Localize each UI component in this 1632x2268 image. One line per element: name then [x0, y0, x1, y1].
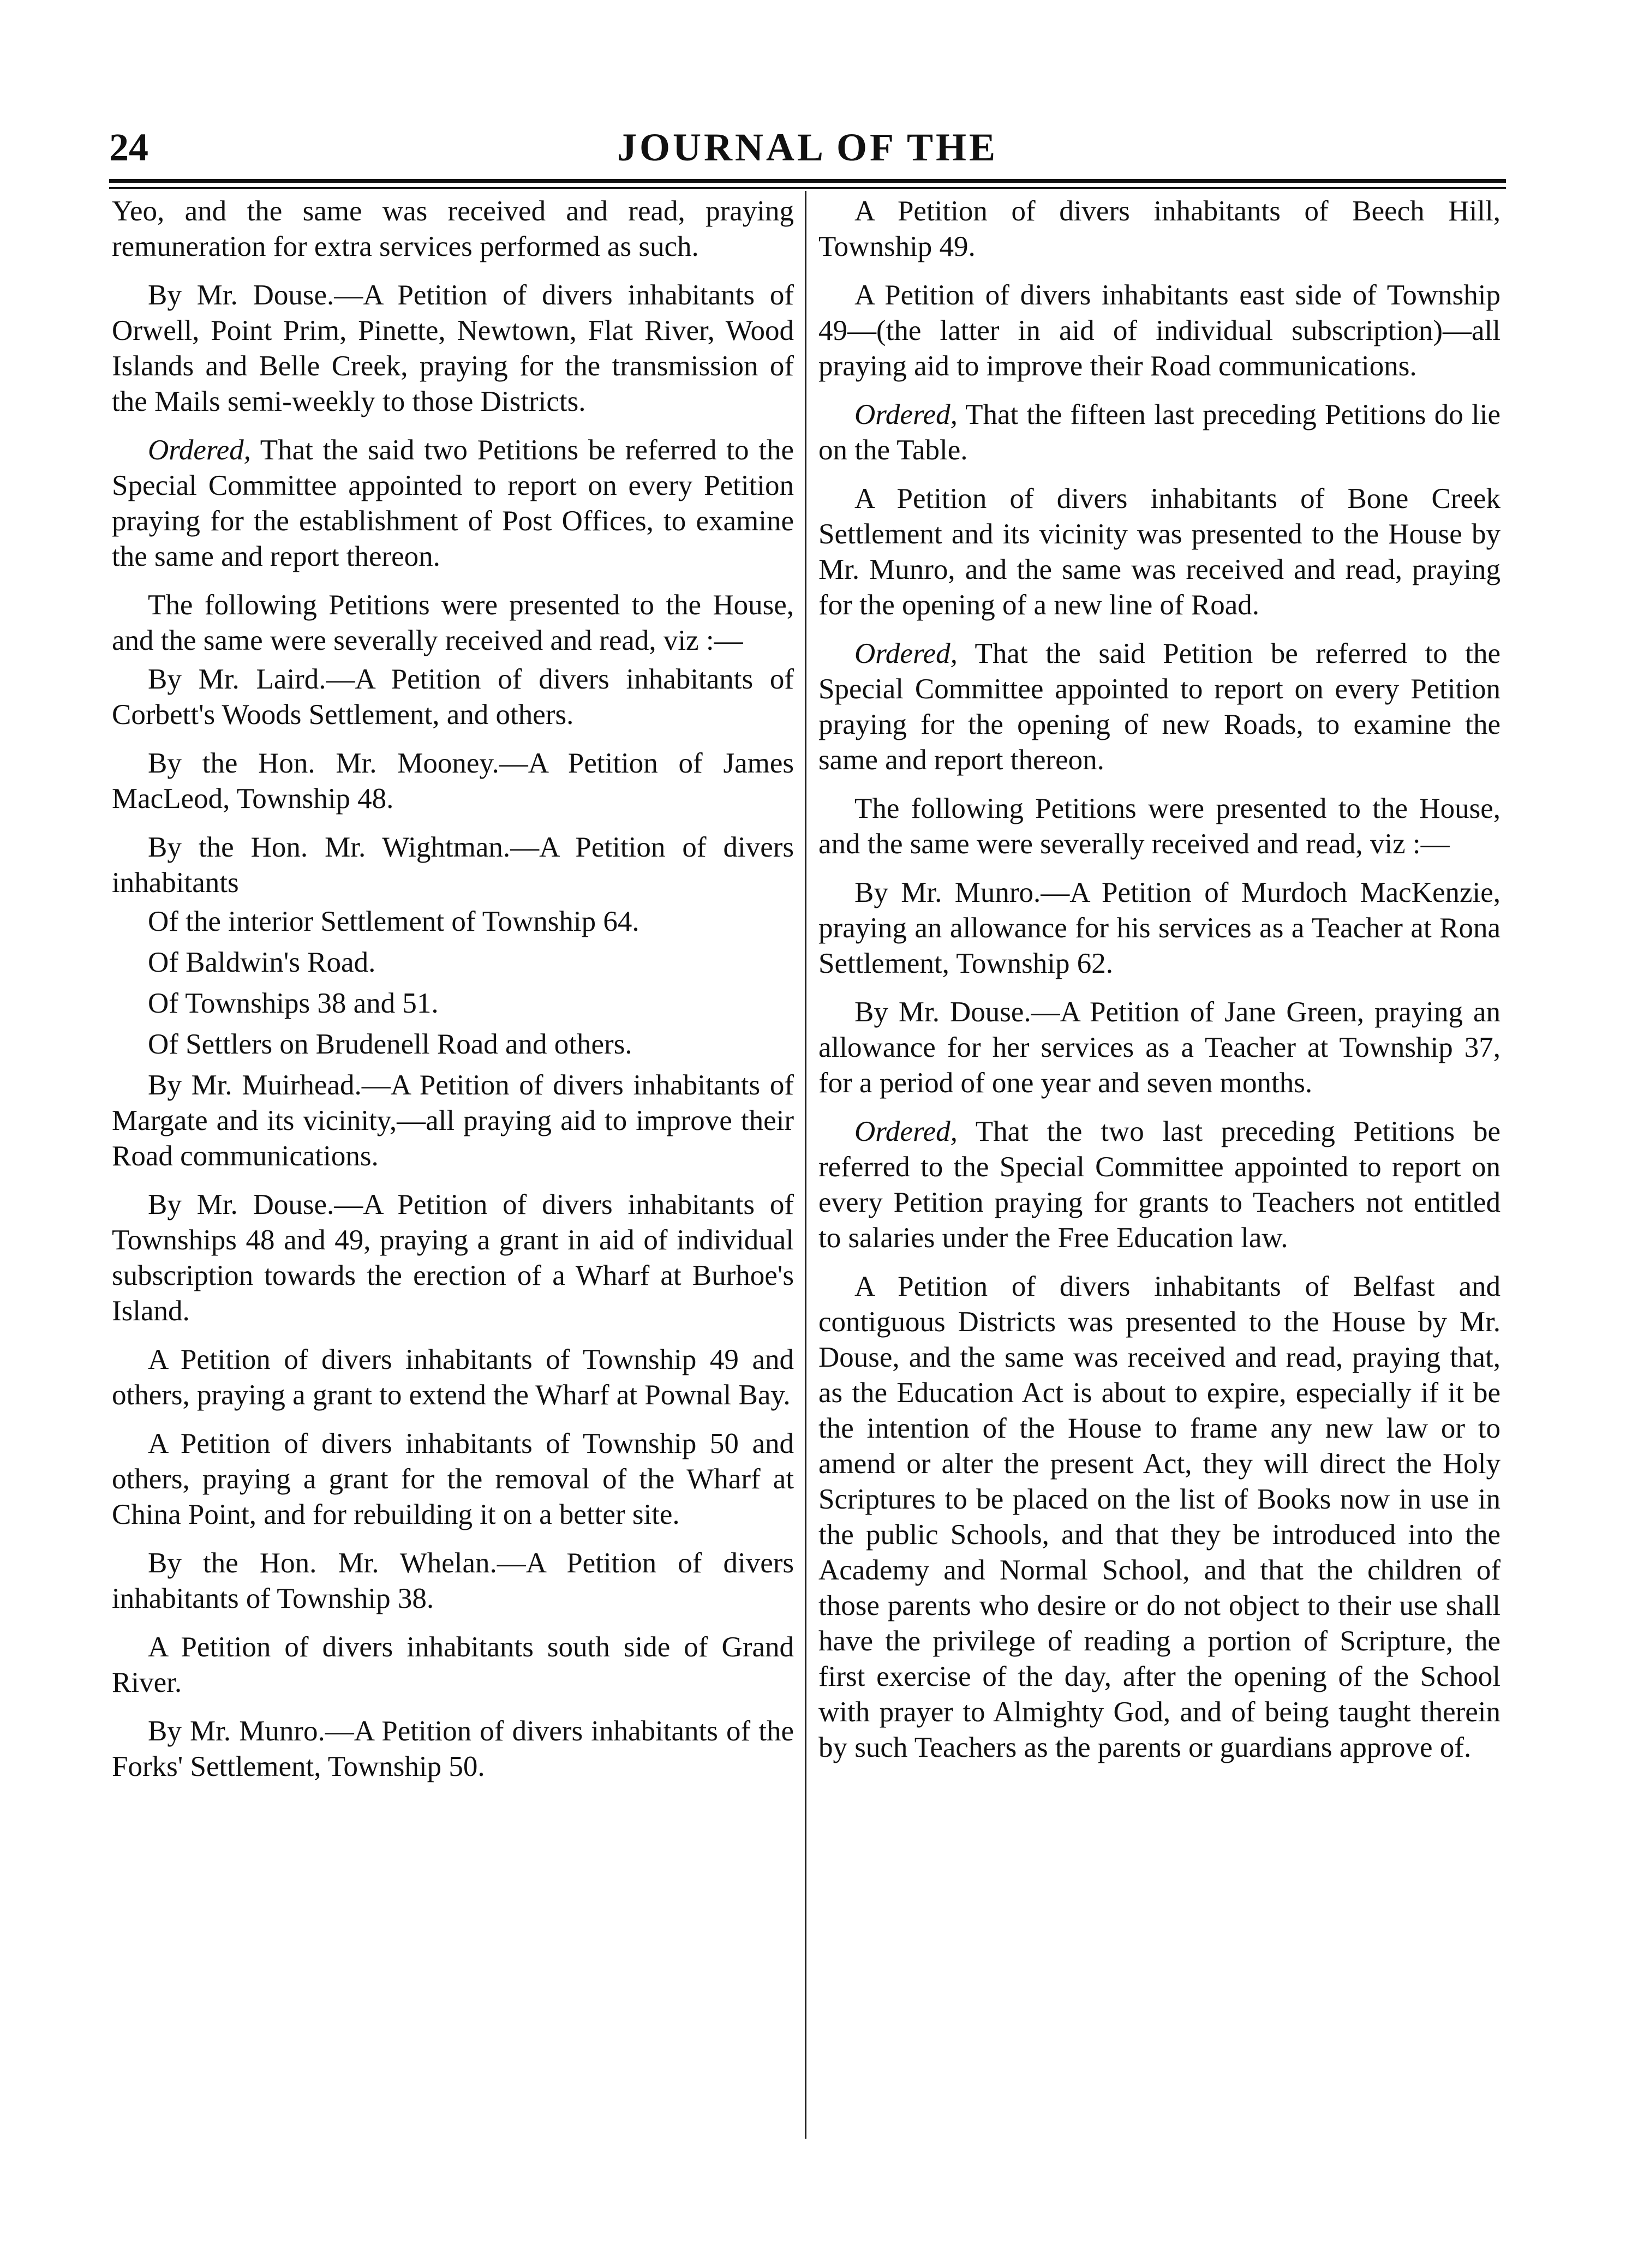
- page-header: [109, 123, 1506, 183]
- ordered-lead: Ordered,: [854, 1116, 958, 1147]
- column-divider: [805, 191, 806, 2139]
- paragraph: By Mr. Muirhead.—A Petition of divers inhabitants of Margate and its vicinity,—all praying aid to improve their Road communications.: [112, 1069, 794, 1172]
- ordered-lead: Ordered,: [148, 434, 251, 466]
- paragraph: By Mr. Douse.—A Petition of Jane Green, praying an allowance for her services as a Teacher at Township 37, for a period of one year and seven months.: [818, 996, 1501, 1099]
- paragraph: The following Petitions were presented to the House, and the same were severally received and read, viz :—: [818, 793, 1501, 860]
- header-rule-thin: [109, 187, 1506, 189]
- running-head: JOURNAL OF THE: [617, 125, 999, 169]
- paragraph: Ordered, That the said two Petitions be referred to the Special Committee appointed to report on every Petition praying for the establishment of Post Offices, to examine the same and report thereon.: [112, 434, 794, 572]
- left-column: [112, 194, 794, 2147]
- paragraph: Yeo, and the same was received and read, praying remuneration for extra services performed as such.: [112, 195, 794, 262]
- paragraph: A Petition of divers inhabitants of Bone Creek Settlement and its vicinity was presented to the House by Mr. Munro, and the same was received and read, praying for the opening of a new line of Road.: [818, 483, 1501, 621]
- paragraph: A Petition of divers inhabitants of Township 49 and others, praying a grant to extend the Wharf at Pownal Bay.: [112, 1344, 794, 1411]
- ordered-lead: Ordered,: [854, 638, 958, 669]
- paragraph: By the Hon. Mr. Wightman.—A Petition of divers inhabitants: [112, 831, 794, 899]
- paragraph: By Mr. Munro.—A Petition of divers inhabitants of the Forks' Settlement, Township 50.: [112, 1715, 794, 1782]
- ordered-lead: Ordered,: [854, 399, 958, 430]
- paragraph: A Petition of divers inhabitants of Belfast and contiguous Districts was presented to the House by Mr. Douse, and the same was received and read, praying that, as the Education Act is about to expire, especially if it be the intention of the House to frame any new law or to amend or alter the present Act, they will direct the Holy Scriptures to be placed on the list of Books now in use in the public Schools, and that they be introduced into the Academy and Normal School, and that the children of those parents who desire or do not object to their use shall have the privilege of reading a portion of Scripture, the first exercise of the day, after the opening of the School with prayer to Almighty God, and of being taught therein by such Teachers as the parents or guardians approve of.: [818, 1271, 1501, 1763]
- header-rule-thick: [109, 179, 1506, 183]
- list-item: Of Townships 38 and 51.: [148, 988, 439, 1019]
- list-item: Of the interior Settlement of Township 64.: [148, 906, 639, 937]
- paragraph: By Mr. Douse.—A Petition of divers inhabitants of Townships 48 and 49, praying a grant in aid of individual subscription towards the erection of a Wharf at Burhoe's Island.: [112, 1189, 794, 1327]
- paragraph: The following Petitions were presented to the House, and the same were severally received and read, viz :—: [112, 589, 794, 656]
- paragraph: By Mr. Douse.—A Petition of divers inhabitants of Orwell, Point Prim, Pinette, Newtown, Flat River, Wood Islands and Belle Creek, praying for the transmission of the Mails semi-weekly to those Districts.: [112, 279, 794, 417]
- paragraph: A Petition of divers inhabitants south side of Grand River.: [112, 1631, 794, 1698]
- paragraph: Ordered, That the fifteen last preceding Petitions do lie on the Table.: [818, 399, 1501, 466]
- list-item: Of Settlers on Brudenell Road and others.: [148, 1028, 632, 1060]
- paragraph: Ordered, That the two last preceding Petitions be referred to the Special Committee appointed to report on every Petition praying for grants to Teachers not entitled to salaries under the Free Education law.: [818, 1116, 1501, 1254]
- paragraph: A Petition of divers inhabitants east side of Township 49—(the latter in aid of individual subscription)—all praying aid to improve their Road communications.: [818, 279, 1501, 382]
- paragraph: A Petition of divers inhabitants of Beech Hill, Township 49.: [818, 195, 1501, 262]
- right-column: [818, 194, 1501, 2147]
- paragraph: By Mr. Laird.—A Petition of divers inhabitants of Corbett's Woods Settlement, and others.: [112, 663, 794, 731]
- page-number: 24: [109, 125, 148, 169]
- paragraph: Ordered, That the said Petition be referred to the Special Committee appointed to report on every Petition praying for the opening of new Roads, to examine the same and report thereon.: [818, 638, 1501, 776]
- paragraph: A Petition of divers inhabitants of Township 50 and others, praying a grant for the removal of the Wharf at China Point, and for rebuilding it on a better site.: [112, 1428, 794, 1530]
- list-item: Of Baldwin's Road.: [148, 947, 376, 978]
- paragraph: By the Hon. Mr. Whelan.—A Petition of divers inhabitants of Township 38.: [112, 1547, 794, 1614]
- paragraph: By Mr. Munro.—A Petition of Murdoch MacKenzie, praying an allowance for his services as a Teacher at Rona Settlement, Township 62.: [818, 877, 1501, 979]
- paragraph: By the Hon. Mr. Mooney.—A Petition of James MacLeod, Township 48.: [112, 747, 794, 815]
